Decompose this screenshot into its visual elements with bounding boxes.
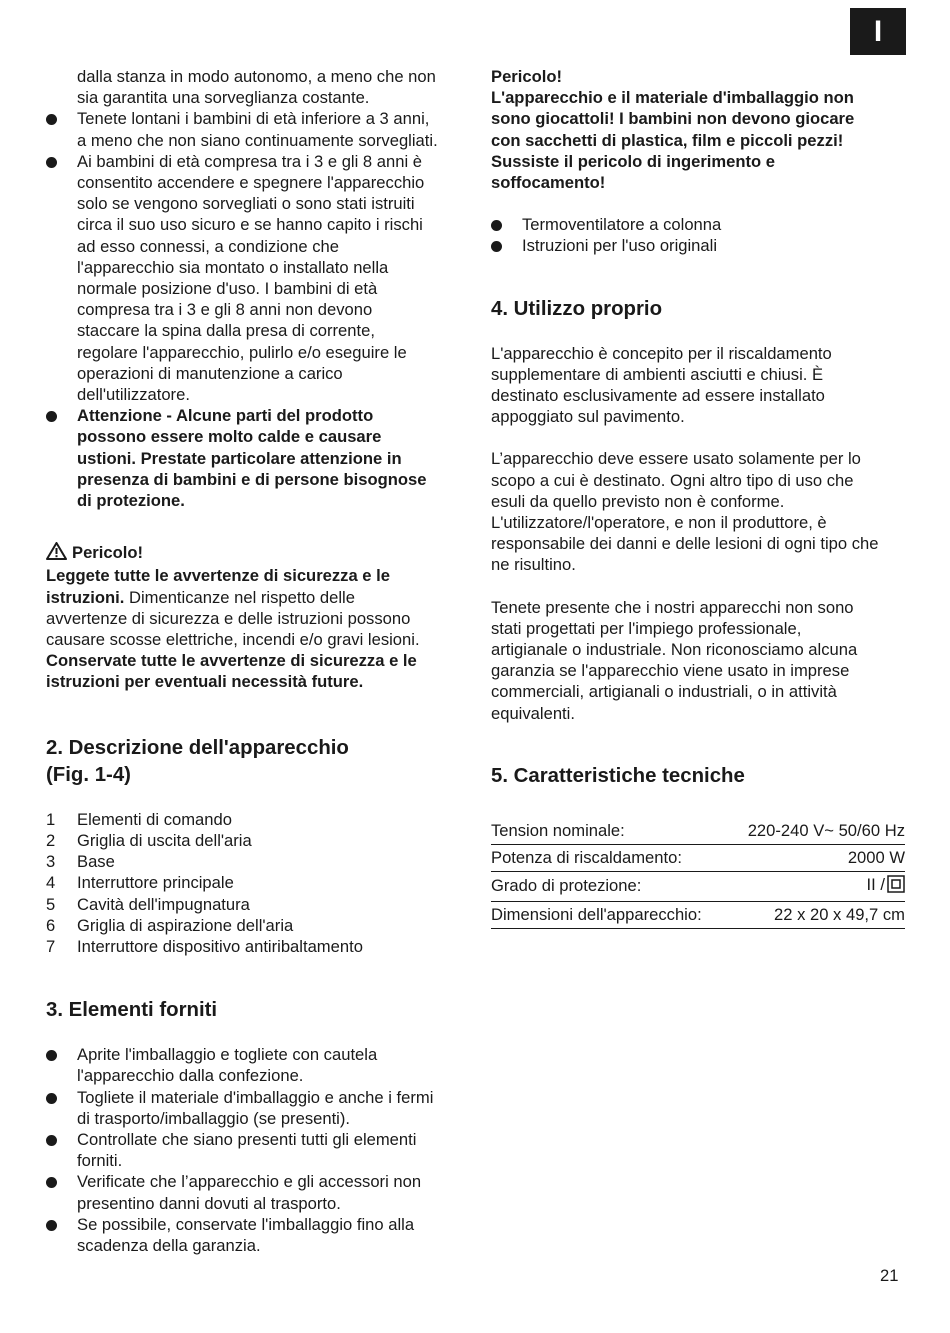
- text-line: Pericolo!: [491, 67, 563, 86]
- text-line: Verificate che l’apparecchio e gli accessori non: [77, 1172, 422, 1192]
- text-line: solo se vengono sorvegliati o sono stati istruiti: [77, 194, 415, 214]
- spec-label: Tension nominale:: [491, 818, 728, 845]
- paragraph: [491, 343, 907, 428]
- text-line: esuli da quello previsto non è conforme.: [491, 491, 785, 511]
- text-line: presentino danni dovuti al trasporto.: [77, 1193, 341, 1213]
- bullet-icon: [46, 157, 57, 168]
- bullet-icon: [491, 241, 502, 252]
- text-line: staccare la spina dalla presa di corrente,: [77, 321, 375, 341]
- text-line: presenza di bambini e di persone bisognose: [77, 469, 427, 489]
- text-line: commerciali, artigianali o industriali, o in attività: [491, 682, 837, 702]
- item-label: Interruttore principale: [77, 873, 234, 893]
- text-line: sono giocattoli! I bambini non devono giocare: [491, 109, 855, 129]
- text-line: consentito accendere e spegnere l'apparecchio: [77, 173, 425, 193]
- warning-triangle-icon: [46, 542, 67, 565]
- text-line: L'apparecchio è concepito per il riscaldamento: [491, 343, 832, 363]
- text-line: Se possibile, conservate l'imballaggio fino alla: [77, 1214, 415, 1234]
- list-item: [46, 936, 466, 957]
- text-line: operazioni di manutenzione a carico: [77, 363, 343, 383]
- bullet-item: [46, 1214, 466, 1256]
- bullet-item: [46, 151, 466, 405]
- text-line: compresa tra i 3 e gli 8 anni non devono: [77, 300, 373, 320]
- spec-label: Dimensioni dell'apparecchio:: [491, 901, 728, 928]
- text-line: l'apparecchio dalla confezione.: [77, 1066, 304, 1086]
- text-line: ne risultino.: [491, 555, 576, 575]
- text-line: istruzioni.: [46, 587, 125, 607]
- item-number: 5: [46, 894, 56, 914]
- text-line: possono essere molto calde e causare: [77, 427, 382, 447]
- table-row: [491, 871, 905, 901]
- text-line: Ai bambini di età compresa tra i 3 e gli 8 anni è: [77, 151, 422, 171]
- spec-label: Potenza di riscaldamento:: [491, 844, 728, 871]
- text-line: ad esso connessi, a condizione che: [77, 236, 339, 256]
- bullet-icon: [46, 1220, 57, 1231]
- item-label: Griglia di aspirazione dell'aria: [77, 915, 294, 935]
- list-item: [46, 830, 466, 851]
- bullet-icon: [491, 220, 502, 231]
- protection-class-ii-icon: [887, 875, 905, 898]
- text-line: Termoventilatore a colonna: [522, 215, 722, 235]
- continued-text: [46, 66, 466, 108]
- list-item: [46, 809, 466, 830]
- text-line: Conservate tutte le avvertenze di sicurezza e le: [46, 651, 417, 671]
- bullet-icon: [46, 1050, 57, 1061]
- text-line: regolare l'apparecchio, pulirlo e/o eseguire le: [77, 342, 407, 362]
- danger-title: Pericolo!: [72, 543, 144, 563]
- spec-value: 220-240 V~ 50/60 Hz: [728, 818, 905, 845]
- toy-warning: [491, 66, 907, 193]
- text-line: scopo a cui è destinato. Ogni altro tipo di uso che: [491, 470, 854, 490]
- item-number: 3: [46, 852, 56, 872]
- table-row: [491, 818, 905, 845]
- spec-value: 2000 W: [728, 844, 905, 871]
- item-label: Griglia di uscita dell'aria: [77, 830, 252, 850]
- bullet-icon: [46, 1093, 57, 1104]
- list-item: [46, 851, 466, 872]
- heading-line: 2. Descrizione dell'apparecchio: [46, 736, 349, 759]
- spec-value: 22 x 20 x 49,7 cm: [728, 901, 905, 928]
- text-line: L'apparecchio e il materiale d'imballaggio non: [491, 88, 854, 108]
- text-line: normale posizione d'uso. I bambini di età: [77, 279, 378, 299]
- text-line: Tenete lontani i bambini di età inferiore a 3 anni,: [77, 109, 430, 129]
- text-line: stati progettati per l'impiego professionale,: [491, 618, 802, 638]
- text-line: appoggiato sul pavimento.: [491, 407, 685, 427]
- text-line: L'utilizzatore/l'operatore, e non il produttore, è: [491, 513, 827, 533]
- bullet-item: [46, 1044, 466, 1086]
- text-line: garanzia se l'apparecchio viene usato in imprese: [491, 661, 850, 681]
- text-line: Dimenticanze nel rispetto delle: [124, 587, 355, 607]
- language-tab: I: [850, 8, 906, 55]
- text-line: con sacchetti di plastica, film e piccoli pezzi!: [491, 130, 844, 150]
- item-label: Interruttore dispositivo antiribaltamento: [77, 936, 363, 956]
- bullet-icon: [46, 411, 57, 422]
- text-line: soffocamento!: [491, 173, 606, 193]
- text-line: istruzioni per eventuali necessità future.: [46, 672, 364, 692]
- text-line: a meno che non siano continuamente sorvegliati.: [77, 130, 438, 150]
- text-line: scadenza della garanzia.: [77, 1235, 261, 1255]
- item-number: 6: [46, 915, 56, 935]
- bullet-item: [491, 235, 907, 256]
- text-line: causare scosse elettriche, incendi e/o gravi lesioni.: [46, 630, 420, 650]
- text-line: artigianale o industriale. Non riconosciamo alcuna: [491, 640, 858, 660]
- list-item: [46, 894, 466, 915]
- bullet-icon: [46, 114, 57, 125]
- list-item: [46, 915, 466, 936]
- text-line: Istruzioni per l'uso originali: [522, 236, 718, 256]
- item-number: 1: [46, 809, 56, 829]
- text-line: Aprite l'imballaggio e togliete con cautela: [77, 1045, 378, 1065]
- bullet-icon: [46, 1135, 57, 1146]
- text-line: dalla stanza in modo autonomo, a meno che non: [77, 67, 436, 86]
- page-number: 21: [880, 1266, 899, 1285]
- text-line: l'apparecchio sia montato o installato nella: [77, 257, 389, 277]
- spec-value-cell: [728, 871, 905, 901]
- text-line: dell'utilizzatore.: [77, 385, 190, 405]
- bullet-item: [46, 108, 466, 150]
- spec-value: II /: [866, 874, 885, 894]
- bullet-item: [46, 1087, 466, 1129]
- spec-label: Grado di protezione:: [491, 871, 728, 901]
- section-heading-technical-data: 5. Caratteristiche tecniche: [491, 764, 745, 787]
- bullet-item: [491, 214, 907, 235]
- parts-list: [46, 809, 466, 957]
- text-line: responsabile dei danni e delle lesioni di ogni tipo che: [491, 534, 879, 554]
- paragraph: [491, 597, 907, 724]
- item-label: Cavità dell'impugnatura: [77, 894, 250, 914]
- text-line: circa il suo uso sicuro e se hanno capito i rischi: [77, 215, 423, 235]
- text-line: destinato esclusivamente ad essere installato: [491, 386, 825, 406]
- bullet-icon: [46, 1177, 57, 1188]
- item-number: 2: [46, 830, 56, 850]
- danger-block: [46, 542, 466, 692]
- item-number: 7: [46, 936, 56, 956]
- text-line: di trasporto/imballaggio (se presenti).: [77, 1108, 351, 1128]
- specs-table: [491, 818, 905, 929]
- text-line: Tenete presente che i nostri apparecchi non sono: [491, 597, 854, 617]
- left-column: [46, 66, 466, 1256]
- text-line: Leggete tutte le avvertenze di sicurezza e le: [46, 566, 390, 586]
- item-label: Base: [77, 852, 115, 872]
- text-line: forniti.: [77, 1151, 123, 1171]
- bullet-item: [46, 1171, 466, 1213]
- text-line: ustioni. Prestate particolare attenzione in: [77, 448, 402, 468]
- text-line: Togliete il materiale d'imballaggio e anche i fermi: [77, 1087, 434, 1107]
- item-label: Elementi di comando: [77, 809, 232, 829]
- section-heading-intended-use: 4. Utilizzo proprio: [491, 297, 663, 320]
- right-column: [491, 66, 907, 929]
- table-row: [491, 844, 905, 871]
- section-heading-description: [46, 735, 466, 789]
- text-line: Attenzione - Alcune parti del prodotto: [77, 406, 374, 426]
- text-line: Sussiste il pericolo di ingerimento e: [491, 151, 776, 171]
- text-line: di protezione.: [77, 491, 185, 511]
- section-heading-supplied: 3. Elementi forniti: [46, 999, 218, 1022]
- table-row: [491, 901, 905, 928]
- text-line: supplementare di ambienti asciutti e chiusi. È: [491, 364, 824, 384]
- item-number: 4: [46, 873, 56, 893]
- text-line: L’apparecchio deve essere usato solamente per lo: [491, 449, 861, 469]
- text-line: sia garantita una sorveglianza costante.: [77, 88, 370, 108]
- bullet-item: [46, 1129, 466, 1171]
- bullet-item-warning: [46, 405, 466, 511]
- text-line: equivalenti.: [491, 703, 575, 723]
- list-item: [46, 872, 466, 893]
- text-line: Controllate che siano presenti tutti gli elementi: [77, 1129, 417, 1149]
- paragraph: [491, 448, 907, 575]
- heading-line: (Fig. 1-4): [46, 763, 131, 786]
- text-line: avvertenze di sicurezza e delle istruzioni possono: [46, 608, 411, 628]
